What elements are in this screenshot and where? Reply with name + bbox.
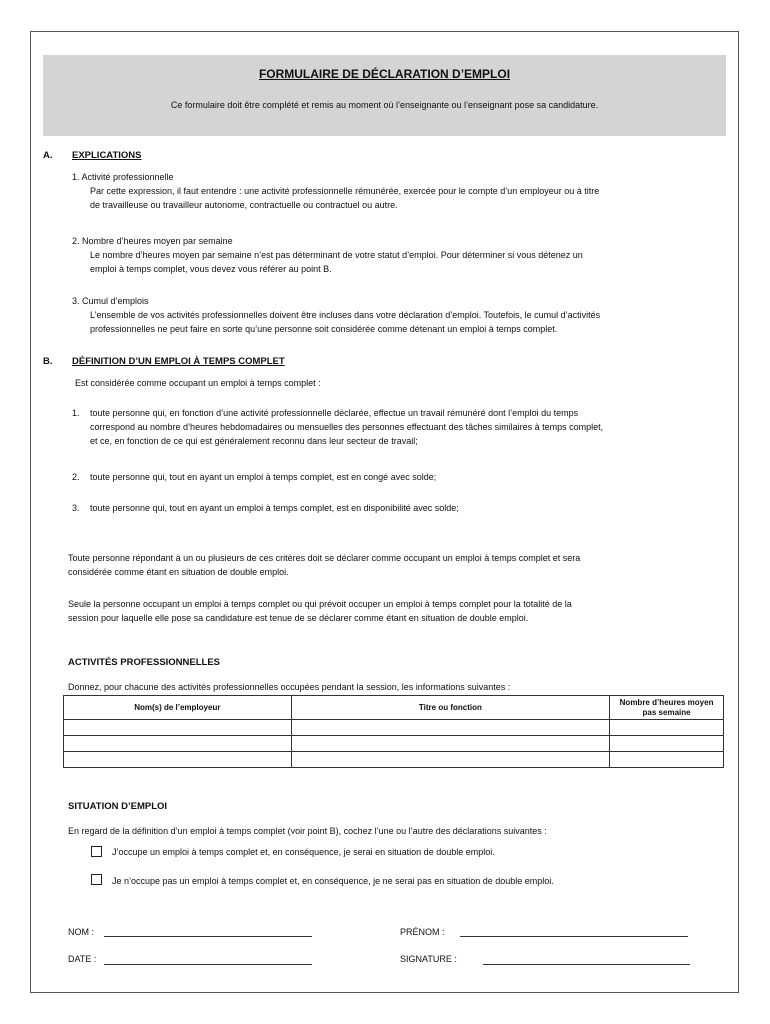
table-row: [64, 720, 724, 736]
explication-3-text: L’ensemble de vos activités professionnelles doivent être incluses dans votre déclaration d’emploi. Toutefois, le cumul d’activités professionnelles ne peut faire en sorte qu’une personne soit considérée comme détenant un emploi à temps complet.: [90, 310, 601, 334]
explication-1-text: Par cette expression, il faut entendre : une activité professionnelle rémunérée, exercée pour le compte d’un employeur ou à titre de travailleuse ou travailleur autonome, contractuelle ou contractuel ou autre.: [90, 186, 600, 210]
section-a-title: EXPLICATIONS: [72, 150, 142, 161]
explication-2-text: Le nombre d’heures moyen par semaine n’est pas déterminant de votre statut d’emploi. Pour déterminer si vous détenez un emploi à temps complet, vous devez vous référer au point B.: [90, 250, 583, 274]
section-b-intro: Est considérée comme occupant un emploi à temps complet :: [75, 378, 321, 388]
form-title: FORMULAIRE DE DÉCLARATION D’EMPLOI: [258, 67, 511, 81]
double-emploi-checkbox[interactable]: [91, 846, 102, 857]
temps-complet-paragraph: Seule la personne occupant un emploi à temps complet ou qui prévoit occuper un emploi à temps complet pour la totalité de la session pour laquelle elle pose sa candidature est tenue de se déclarer comme étant en situation de double emploi.: [68, 599, 572, 623]
criterion-1-number: 1.: [72, 408, 80, 418]
date-label: DATE :: [68, 954, 97, 964]
explication-1-title: 1. Activité professionnelle: [72, 172, 174, 182]
signature-label: SIGNATURE :: [400, 954, 457, 964]
hours-cell[interactable]: [610, 752, 724, 768]
signature-field[interactable]: [483, 964, 690, 965]
situation-title: SITUATION D’EMPLOI: [68, 801, 168, 812]
situation-intro: En regard de la définition d’un emploi à temps complet (voir point B), cochez l’une ou l’autre des déclarations suivantes :: [68, 826, 547, 836]
prenom-label: PRÉNOM :: [400, 927, 445, 937]
prenom-field[interactable]: [460, 936, 688, 937]
criterion-2-text: toute personne qui, tout en ayant un emploi à temps complet, est en congé avec solde;: [90, 472, 437, 482]
hours-cell[interactable]: [610, 736, 724, 752]
no-double-emploi-checkbox[interactable]: [91, 874, 102, 885]
section-b-title: DÉFINITION D’UN EMPLOI À TEMPS COMPLET: [72, 356, 285, 367]
hours-cell[interactable]: [610, 720, 724, 736]
explication-2-title: 2. Nombre d’heures moyen par semaine: [72, 236, 233, 246]
title-cell[interactable]: [291, 752, 609, 768]
employer-cell[interactable]: [64, 752, 292, 768]
nom-label: NOM :: [68, 927, 94, 937]
employer-cell[interactable]: [64, 720, 292, 736]
section-b-letter: B.: [43, 356, 53, 367]
criterion-1-text: toute personne qui, en fonction d’une activité professionnelle déclarée, effectue un travail rémunéré dont l’emploi du temps correspond au nombre d’heures hebdomadaires ou mensuelles des personnes effectuant des tâches similaires à temps complet, et ce, en fonction de ce qui est généralement reconnu dans leur secteur de travail;: [90, 408, 604, 446]
table-header-row: [64, 696, 724, 720]
criterion-3-number: 3.: [72, 503, 80, 513]
employer-column-header: Nom(s) de l’employeur: [64, 696, 292, 720]
double-emploi-paragraph: Toute personne répondant à un ou plusieurs de ces critères doit se déclarer comme occupant un emploi à temps complet et sera considérée comme étant en situation de double emploi.: [68, 553, 581, 577]
form-subtitle: Ce formulaire doit être complété et remis au moment où l’enseignante ou l’enseignant pose sa candidature.: [170, 100, 599, 110]
table-row: [64, 736, 724, 752]
criterion-2-number: 2.: [72, 472, 80, 482]
date-field[interactable]: [104, 964, 312, 965]
activities-intro: Donnez, pour chacune des activités professionnelles occupées pendant la session, les informations suivantes :: [68, 682, 511, 692]
section-a-letter: A.: [43, 150, 53, 161]
title-cell[interactable]: [291, 720, 609, 736]
explication-3-title: 3. Cumul d’emplois: [72, 296, 149, 306]
criterion-3-text: toute personne qui, tout en ayant un emploi à temps complet, est en disponibilité avec solde;: [90, 503, 459, 513]
title-column-header: Titre ou fonction: [291, 696, 609, 720]
double-emploi-option: J’occupe un emploi à temps complet et, en conséquence, je serai en situation de double emploi.: [112, 847, 495, 857]
title-cell[interactable]: [291, 736, 609, 752]
no-double-emploi-option: Je n’occupe pas un emploi à temps complet et, en conséquence, je ne serai pas en situation de double emploi.: [112, 876, 554, 886]
activities-table: [63, 695, 724, 768]
table-row: [64, 752, 724, 768]
employer-cell[interactable]: [64, 736, 292, 752]
nom-field[interactable]: [104, 936, 312, 937]
activities-title: ACTIVITÉS PROFESSIONNELLES: [68, 657, 221, 668]
hours-column-header: Nombre d’heures moyen pas semaine: [610, 696, 724, 720]
